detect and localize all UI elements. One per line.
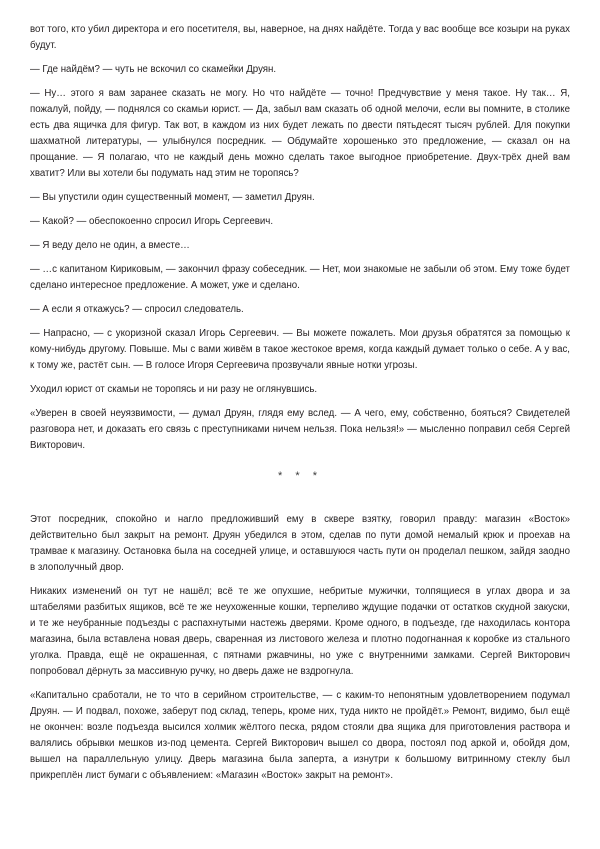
- paragraph: «Уверен в своей неуязвимости, — думал Друян, глядя ему вслед. — А чего, ему, собственно, бояться? Свидетелей разговора нет, и доказать его связь с преступниками ничем нельзя. Пока нельзя!» — мысленно поправил себя Сергей Викторович.: [30, 408, 570, 451]
- paragraph: — А если я откажусь? — спросил следователь.: [30, 304, 244, 315]
- paragraph: — Напрасно, — с укоризной сказал Игорь Сергеевич. — Вы можете пожалеть. Мои друзья обратятся за помощью к кому-нибудь другому. Повыше. Мы с вами живём в такое жестокое время, когда каждый думает только о себе. А у вас, к тому же, растёт сын. — В голосе Игоря Сергеевича прозвучали явные нотки угрозы.: [30, 328, 570, 371]
- paragraph: Уходил юрист от скамьи не торопясь и ни разу не оглянувшись.: [30, 384, 318, 395]
- paragraph: — …с капитаном Кириковым, — закончил фразу собеседник. — Нет, мои знакомые не забыли об этом. Ему тоже будет сделано интересное предложение. А может, уже и сделано.: [30, 264, 570, 291]
- scene-break-separator: * * *: [278, 470, 322, 482]
- paragraph: — Где найдём? — чуть не вскочил со скамейки Друян.: [30, 64, 277, 75]
- paragraph: вот того, кто убил директора и его посетителя, вы, наверное, на днях найдёте. Тогда у вас вообще все козыри на руках будут.: [30, 24, 570, 51]
- paragraph: — Я веду дело не один, а вместе…: [30, 240, 190, 251]
- paragraph: Никаких изменений он тут не нашёл; всё те же опухшие, небритые мужички, толпящиеся в углах двора и за штабелями разбитых ящиков, всё те же неухоженные кошки, терпеливо ждущие подачки от остатков скудной закуски, и те же неубранные подъезды с распахнутыми настежь дверями. Кроме одного, в подъезде, где находилась контора магазина, была вставлена новая дверь, сваренная из листового железа и плотно подогнанная к коробке из стального уголка. Правда, ещё не окрашенная, с пятнами ржавчины, но уже с внутренними замками. Сергей Викторович попробовал дёрнуть за массивную ручку, но дверь даже не вздрогнула.: [30, 586, 570, 677]
- paragraph: Этот посредник, спокойно и нагло предложивший ему в сквере взятку, говорил правду: магазин «Восток» действительно был закрыт на ремонт. Друян убедился в этом, сделав по пути домой немалый крюк и проехав на трамвае к магазину. Остановка была на соседней улице, и оставшуюся часть пути он проделал пешком, зайдя заодно в злополучный двор.: [30, 514, 570, 573]
- paragraph: — Какой? — обеспокоенно спросил Игорь Сергеевич.: [30, 216, 274, 227]
- paragraph: «Капитально сработали, не то что в серийном строительстве, — с каким-то непонятным удовлетворением подумал Друян. — И подвал, похоже, заберут под склад, теперь, кроме них, туда никто не пройдёт.» Ремонт, видимо, был ещё не окончен: возле подъезда высился холмик жёлтого песка, рядом стояли два ящика для приготовления раствора и валялись обрывки мешков из-под цемента. Сергей Викторович вышел со двора, постоял под аркой и, обойдя дом, вышел на параллельную улицу. Дверь магазина была заперта, а изнутри к большому витринному стеклу был прикреплён лист бумаги с объявлением: «Магазин «Восток» закрыт на ремонт».: [30, 690, 570, 781]
- paragraph: — Ну… этого я вам заранее сказать не могу. Но что найдёте — точно! Предчувствие у меня такое. Ну так… Я, пожалуй, пойду, — поднялся со скамьи юрист. — Да, забыл вам сказать об одной мелочи, если вы помните, в столике есть два ящичка для фигур. Так вот, в каждом из них будет лежать по двести пятьдесят тысяч рублей. Для покупки шахматной литературы, — улыбнулся посредник. — Обдумайте хорошенько это предложение, — сказал он на прощание. — Я полагаю, что не каждый день можно сделать такое выгодное приобретение. Двух-трёх дней вам хватит? Или вы хотели бы подумать над этим не торопясь?: [30, 88, 570, 179]
- paragraph: — Вы упустили один существенный момент, — заметил Друян.: [30, 192, 315, 203]
- book-text-body: [30, 22, 570, 784]
